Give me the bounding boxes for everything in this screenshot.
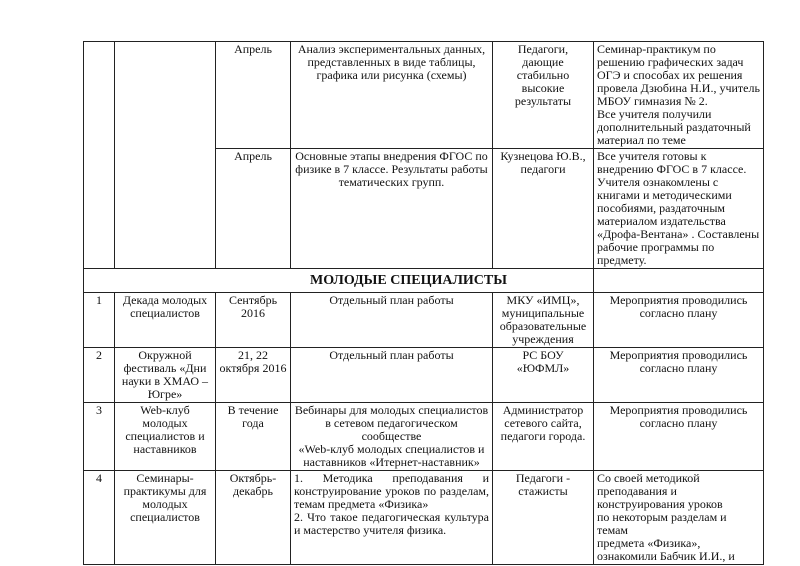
topic-cell: Вебинары для молодых специалистов в сетевом педагогическом сообществе «Web-клуб молодых специалистов и наставников «Итернет-наставник»	[291, 403, 493, 471]
result-cell: Мероприятия проводились согласно плану	[594, 403, 764, 471]
num-cell	[84, 42, 115, 269]
participants-cell: РС БОУ «ЮФМЛ»	[493, 348, 594, 403]
num-cell: 3	[84, 403, 115, 471]
participants-cell: Администратор сетевого сайта, педагоги города.	[493, 403, 594, 471]
result-cell: Все учителя готовы к внедрению ФГОС в 7 классе. Учителя ознакомлены с книгами и методическими пособиями, раздаточным материалом издательства «Дрофа-Вентана» . Составлены рабочие программы по предмету.	[594, 149, 764, 269]
table-row	[84, 348, 764, 403]
topic-cell: Отдельный план работы	[291, 348, 493, 403]
table-row	[84, 293, 764, 348]
num-cell: 2	[84, 348, 115, 403]
num-cell: 1	[84, 293, 115, 348]
empty-cell	[594, 269, 764, 293]
date-cell: Октябрь- декабрь	[216, 471, 291, 565]
table-row	[84, 403, 764, 471]
event-cell: Декада молодых специалистов	[115, 293, 216, 348]
participants-cell: Кузнецова Ю.В., педагоги	[493, 149, 594, 269]
event-cell	[115, 42, 216, 269]
result-cell: Со своей методикой преподавания и конструирования уроков по некоторым разделам и темам предмета «Физика», ознакомили Бабчик И.И., и	[594, 471, 764, 565]
participants-cell: МКУ «ИМЦ», муниципальные образовательные учреждения	[493, 293, 594, 348]
topic-cell: Анализ экспериментальных данных, представленных в виде таблицы, графика или рисунка (схемы)	[291, 42, 493, 149]
topic-cell: Основные этапы внедрения ФГОС по физике в 7 классе. Результаты работы тематических групп.	[291, 149, 493, 269]
date-cell: Апрель	[216, 149, 291, 269]
participants-cell: Педагоги, дающие стабильно высокие результаты	[493, 42, 594, 149]
event-cell: Семинары- практикумы для молодых специалистов	[115, 471, 216, 565]
date-cell: Сентябрь 2016	[216, 293, 291, 348]
result-cell: Семинар-практикум по решению графических задач ОГЭ и способах их решения провела Дзюбина Н.И., учитель МБОУ гимназия № 2. Все учителя получили дополнительный раздаточный материал по теме	[594, 42, 764, 149]
plan-table	[83, 41, 764, 565]
event-cell: Web-клуб молодых специалистов и наставников	[115, 403, 216, 471]
num-cell: 4	[84, 471, 115, 565]
date-cell: Апрель	[216, 42, 291, 149]
section-row	[84, 269, 764, 293]
section-title: МОЛОДЫЕ СПЕЦИАЛИСТЫ	[84, 269, 594, 293]
result-cell: Мероприятия проводились согласно плану	[594, 293, 764, 348]
participants-cell: Педагоги - стажисты	[493, 471, 594, 565]
topic-cell: Отдельный план работы	[291, 293, 493, 348]
table-row	[84, 42, 764, 149]
result-cell: Мероприятия проводились согласно плану	[594, 348, 764, 403]
date-cell: 21, 22 октября 2016	[216, 348, 291, 403]
event-cell: Окружной фестиваль «Дни науки в ХМАО – Югре»	[115, 348, 216, 403]
date-cell: В течение года	[216, 403, 291, 471]
table-row	[84, 471, 764, 565]
topic-cell: 1. Методика преподавания и конструирование уроков по разделам, темам предмета «Физика» 2. Что такое педагогическая культура и мастерство учителя физика.	[291, 471, 493, 565]
